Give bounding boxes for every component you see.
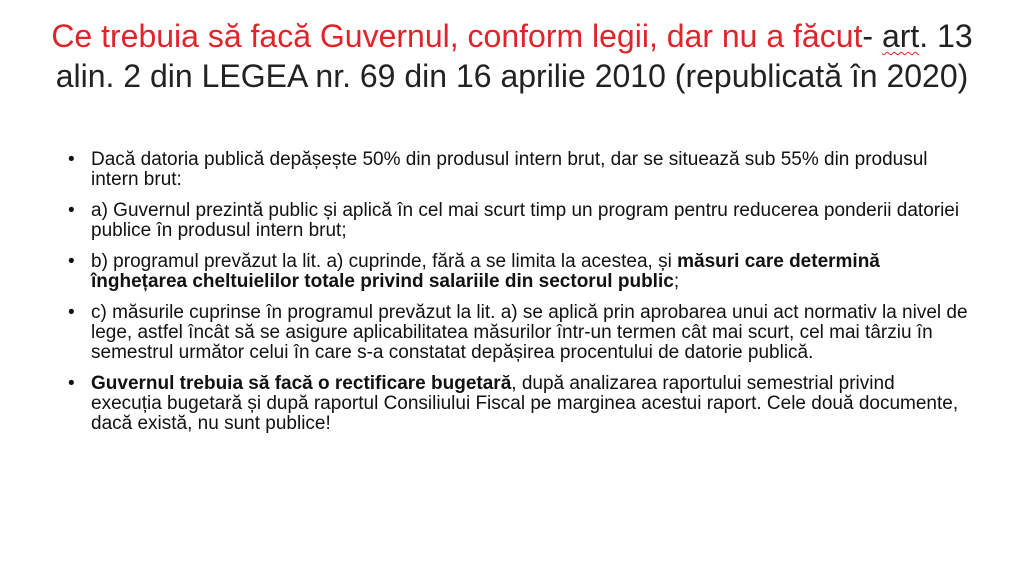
bullet-item: [68, 252, 968, 292]
bullet-dot-icon: •: [68, 373, 75, 394]
bullet-list: [68, 150, 968, 445]
slide-title: [40, 16, 984, 96]
bullet-item: [68, 374, 968, 434]
bullet-dot-icon: •: [68, 302, 75, 323]
bullet-item: [68, 303, 968, 363]
bullet-item: [68, 201, 968, 241]
bullet-text-end: , după analizarea raportului semestrial privind execuția bugetară și după raportul Consiliului Fiscal pe marginea acestui raport. Cele două documente, dacă există, nu sunt publice!: [91, 373, 959, 434]
bullet-text: c) măsurile cuprinse în programul prevăzut la lit. a) se aplică prin aprobarea unui act normativ la nivel de lege, astfel încât să se asigure aplicabilitatea măsurilor într-un termen cât mai scurt, cel mai târziu în semestrul următor celui în care s-a constatat depășirea procentului de datorie publică.: [91, 302, 968, 363]
bullet-item: [68, 150, 968, 190]
bullet-text: b) programul prevăzut la lit. a) cuprinde, fără a se limita la acestea, și: [91, 251, 678, 272]
bullet-bold-text: Guvernul trebuia să facă o rectificare bugetară: [91, 373, 512, 394]
bullet-dot-icon: •: [68, 251, 75, 272]
bullet-dot-icon: •: [68, 200, 75, 221]
title-dash: -: [862, 18, 882, 54]
title-red-part: Ce trebuia să facă Guvernul, conform legii, dar nu a făcut: [51, 18, 863, 54]
bullet-text: a) Guvernul prezintă public și aplică în cel mai scurt timp un program pentru reducerea ponderii datoriei publice în produsul intern brut;: [91, 200, 960, 241]
title-law-reference: . 13 alin. 2 din LEGEA nr. 69 din 16 aprilie 2010 (republicată în 2020): [55, 18, 973, 94]
bullet-text-end: ;: [673, 271, 680, 292]
bullet-dot-icon: •: [68, 149, 75, 170]
bullet-text: Dacă datoria publică depășește 50% din produsul intern brut, dar se situează sub 55% din produsul intern brut:: [91, 149, 928, 190]
bullet-bold-text: măsuri care determină înghețarea cheltuielilor totale privind salariile din sectorul public: [91, 251, 880, 292]
title-art-word: art: [881, 18, 920, 54]
